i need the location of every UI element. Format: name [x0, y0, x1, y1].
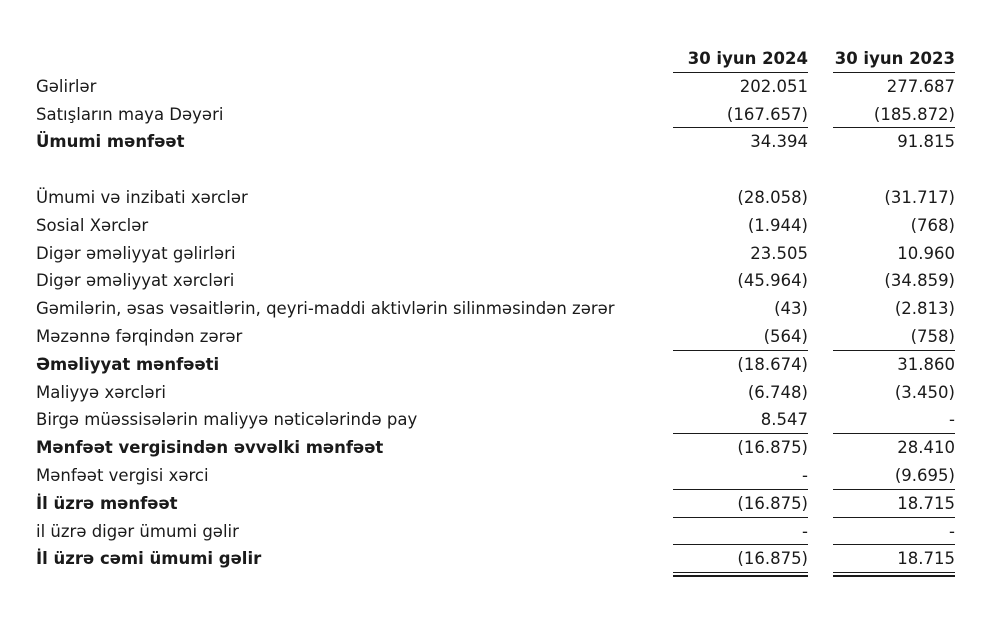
- value-2023: 28.410: [897, 438, 955, 458]
- table-row: [36, 379, 955, 407]
- value-2024: (28.058): [737, 187, 808, 207]
- value-2023: 91.815: [897, 132, 955, 152]
- table-row: [36, 212, 955, 240]
- table-row: [36, 295, 955, 323]
- table-row: [36, 267, 955, 295]
- table-row: [36, 434, 955, 462]
- row-label: Satışların maya Dəyəri: [36, 104, 224, 124]
- value-2024: (564): [673, 323, 808, 351]
- table-row: [36, 240, 955, 268]
- table-row: [36, 406, 955, 434]
- table-row: [36, 101, 955, 129]
- row-label: Əməliyyat mənfəəti: [36, 354, 220, 374]
- row-label: Mənfəət vergisi xərci: [36, 465, 209, 485]
- value-2024: 34.394: [750, 132, 808, 152]
- value-2024: (16.875): [673, 545, 808, 573]
- value-2023: 277.687: [886, 76, 955, 96]
- row-label: Maliyyə xərcləri: [36, 382, 166, 402]
- value-2024: (18.674): [737, 354, 808, 374]
- value-2023: 31.860: [897, 354, 955, 374]
- table-row: [36, 128, 955, 156]
- value-2023: -: [833, 406, 955, 434]
- value-2023: (3.450): [894, 382, 955, 402]
- row-label: Sosial Xərclər: [36, 215, 149, 235]
- value-2023: (758): [833, 323, 955, 351]
- value-2024: (45.964): [737, 271, 808, 291]
- value-2023: (31.717): [884, 187, 955, 207]
- row-label: İl üzrə mənfəət: [36, 493, 178, 513]
- table-row: [36, 490, 955, 518]
- value-2023: (9.695): [833, 462, 955, 490]
- table-row: [36, 462, 955, 490]
- column-header-2024: 30 iyun 2024: [673, 45, 808, 73]
- value-2023: -: [833, 518, 955, 546]
- table-row: [36, 73, 955, 101]
- value-2023: 10.960: [897, 243, 955, 263]
- value-2023: 18.715: [833, 490, 955, 518]
- table-row: [36, 518, 955, 546]
- value-2023: (34.859): [884, 271, 955, 291]
- value-2024: 23.505: [750, 243, 808, 263]
- value-2023: (185.872): [833, 101, 955, 129]
- row-label: Digər əməliyyat xərcləri: [36, 271, 235, 291]
- value-2024: (167.657): [673, 101, 808, 129]
- row-label: Digər əməliyyat gəlirləri: [36, 243, 236, 263]
- value-2024: (43): [774, 299, 808, 319]
- income-statement-table: [36, 73, 955, 573]
- value-2023: (2.813): [894, 299, 955, 319]
- table-row: [36, 351, 955, 379]
- table-row: [36, 323, 955, 351]
- table-row: [36, 184, 955, 212]
- row-label: Məzənnə fərqindən zərər: [36, 326, 243, 346]
- value-2024: (6.748): [747, 382, 808, 402]
- header-label-spacer: [36, 45, 673, 73]
- row-label: Birgə müəssisələrin maliyyə nəticələrində pay: [36, 410, 418, 430]
- value-2024: (16.875): [673, 490, 808, 518]
- row-label: Ümumi və inzibati xərclər: [36, 187, 248, 207]
- value-2023: (768): [910, 215, 955, 235]
- spacer-row: [36, 156, 955, 184]
- value-2024: -: [673, 462, 808, 490]
- value-2024: -: [673, 518, 808, 546]
- value-2024: 8.547: [673, 406, 808, 434]
- row-label: Mənfəət vergisindən əvvəlki mənfəət: [36, 438, 384, 458]
- row-label: Gəmilərin, əsas vəsaitlərin, qeyri-maddi aktivlərin silinməsindən zərər: [36, 299, 615, 319]
- value-2024: (1.944): [747, 215, 808, 235]
- row-label: il üzrə digər ümumi gəlir: [36, 521, 239, 541]
- value-2024: (16.875): [737, 438, 808, 458]
- row-label: İl üzrə cəmi ümumi gəlir: [36, 549, 262, 569]
- table-row: [36, 545, 955, 573]
- column-header-2023: 30 iyun 2023: [833, 45, 955, 73]
- value-2024: 202.051: [739, 76, 808, 96]
- value-2023: 18.715: [833, 545, 955, 573]
- row-label: Gəlirlər: [36, 76, 97, 96]
- table-header-row: [36, 45, 955, 73]
- row-label: Ümumi mənfəət: [36, 132, 185, 152]
